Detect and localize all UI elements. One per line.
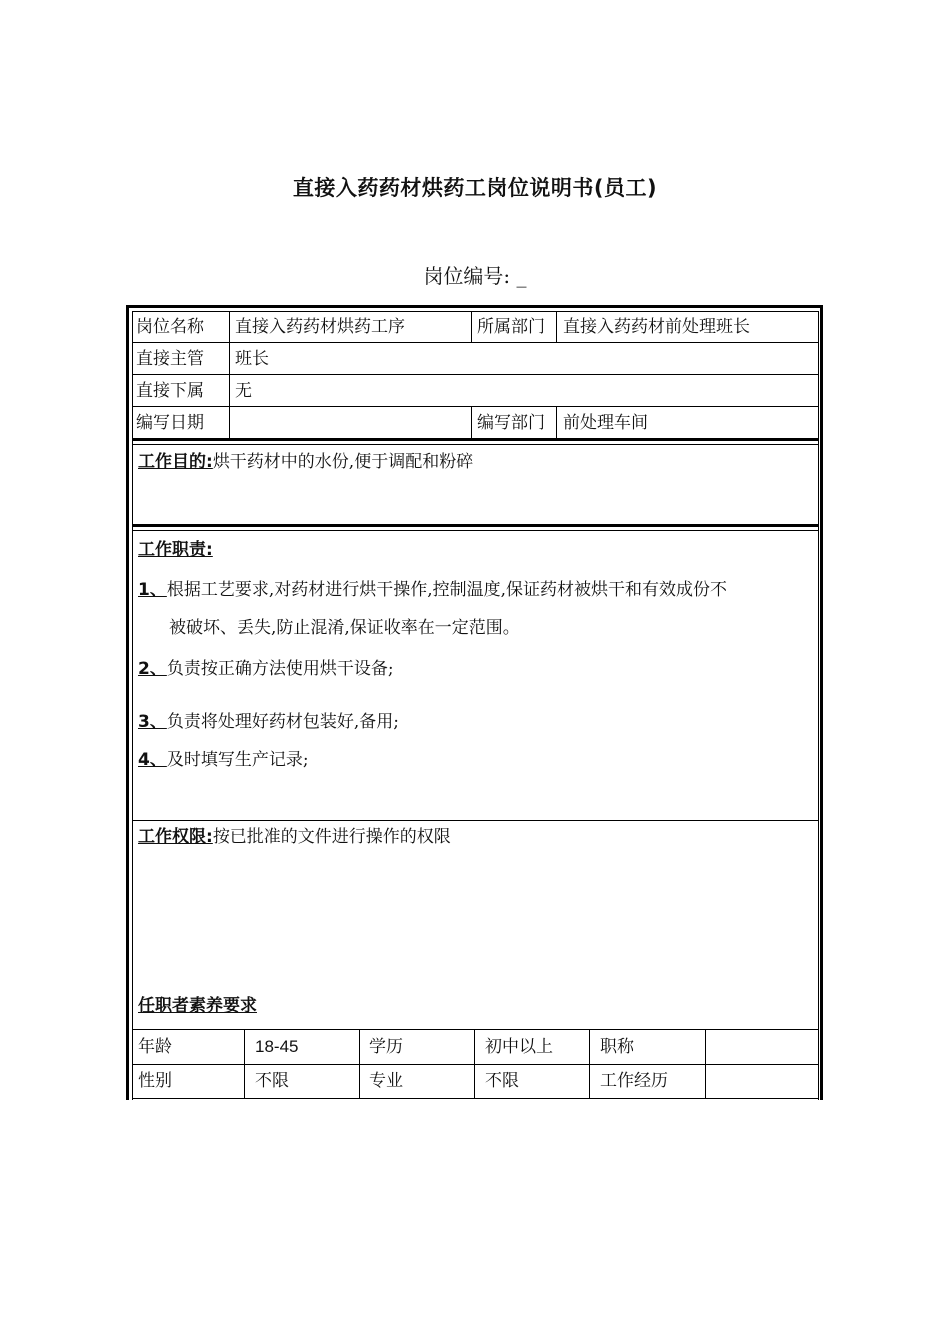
duty-text-continuation: 被破坏、丢失,防止混淆,保证收率在一定范围。 <box>169 618 520 638</box>
qualification-heading: 任职者素养要求 <box>138 996 257 1016</box>
experience-label: 工作经历 <box>600 1071 668 1091</box>
col-divider <box>474 1029 475 1098</box>
duty-item <box>138 659 394 679</box>
position-name-value: 直接入药药材烘药工序 <box>235 317 405 337</box>
col-divider <box>229 311 230 438</box>
supervisor-label: 直接主管 <box>136 349 204 369</box>
purpose-line <box>138 452 473 472</box>
duty-number: 4、 <box>138 750 167 770</box>
purpose-heading: 工作目的: <box>138 452 213 472</box>
col-divider <box>556 311 557 342</box>
written-date-label: 编写日期 <box>136 413 204 433</box>
authority-text: 按已批准的文件进行操作的权限 <box>212 827 451 847</box>
section-divider <box>132 438 819 441</box>
col-divider <box>556 406 557 438</box>
section-divider <box>132 524 819 527</box>
section-divider <box>132 820 819 821</box>
position-name-label: 岗位名称 <box>136 317 204 337</box>
duty-text: 负责将处理好药材包装好,备用; <box>166 712 399 732</box>
row-divider <box>132 342 819 343</box>
education-value: 初中以上 <box>485 1037 553 1057</box>
written-dept-label: 编写部门 <box>477 413 545 433</box>
gender-value: 不限 <box>255 1071 289 1091</box>
authority-line <box>138 827 451 847</box>
row-divider <box>132 374 819 375</box>
inner-frame <box>132 311 819 1100</box>
duty-item <box>138 750 309 770</box>
title-label: 职称 <box>600 1037 634 1057</box>
row-divider <box>132 1029 819 1030</box>
duty-item <box>138 712 399 732</box>
section-divider <box>132 530 819 531</box>
duty-text: 根据工艺要求,对药材进行烘干操作,控制温度,保证药材被烘干和有效成份不 <box>166 580 728 600</box>
subordinate-value: 无 <box>235 381 252 401</box>
col-divider <box>471 406 472 438</box>
position-code-label: 岗位编号: _ <box>423 264 527 288</box>
authority-heading: 工作权限: <box>138 827 213 847</box>
col-divider <box>359 1029 360 1098</box>
duty-number: 2、 <box>138 659 167 679</box>
age-value: 18-45 <box>255 1037 299 1056</box>
subordinate-label: 直接下属 <box>136 381 204 401</box>
gender-label: 性别 <box>138 1071 172 1091</box>
duty-item <box>138 580 727 600</box>
age-label: 年龄 <box>138 1037 172 1057</box>
duty-number: 3、 <box>138 712 167 732</box>
col-divider <box>589 1029 590 1098</box>
education-label: 学历 <box>369 1037 403 1057</box>
section-divider <box>132 444 819 445</box>
major-label: 专业 <box>369 1071 403 1091</box>
col-divider <box>244 1029 245 1098</box>
duty-number: 1、 <box>138 580 167 600</box>
written-dept-value: 前处理车间 <box>563 413 648 433</box>
department-value: 直接入药药材前处理班长 <box>563 317 750 337</box>
duty-text: 负责按正确方法使用烘干设备; <box>166 659 394 679</box>
duties-heading: 工作职责: <box>138 540 213 560</box>
duty-text: 及时填写生产记录; <box>166 750 309 770</box>
purpose-text: 烘干药材中的水份,便于调配和粉碎 <box>212 452 474 472</box>
col-divider <box>705 1029 706 1098</box>
row-divider <box>132 1098 819 1099</box>
department-label: 所属部门 <box>477 317 545 337</box>
col-divider <box>471 311 472 342</box>
supervisor-value: 班长 <box>235 349 269 369</box>
major-value: 不限 <box>485 1071 519 1091</box>
row-divider <box>132 1064 819 1065</box>
document-title: 直接入药药材烘药工岗位说明书(员工) <box>292 176 658 200</box>
row-divider <box>132 406 819 407</box>
